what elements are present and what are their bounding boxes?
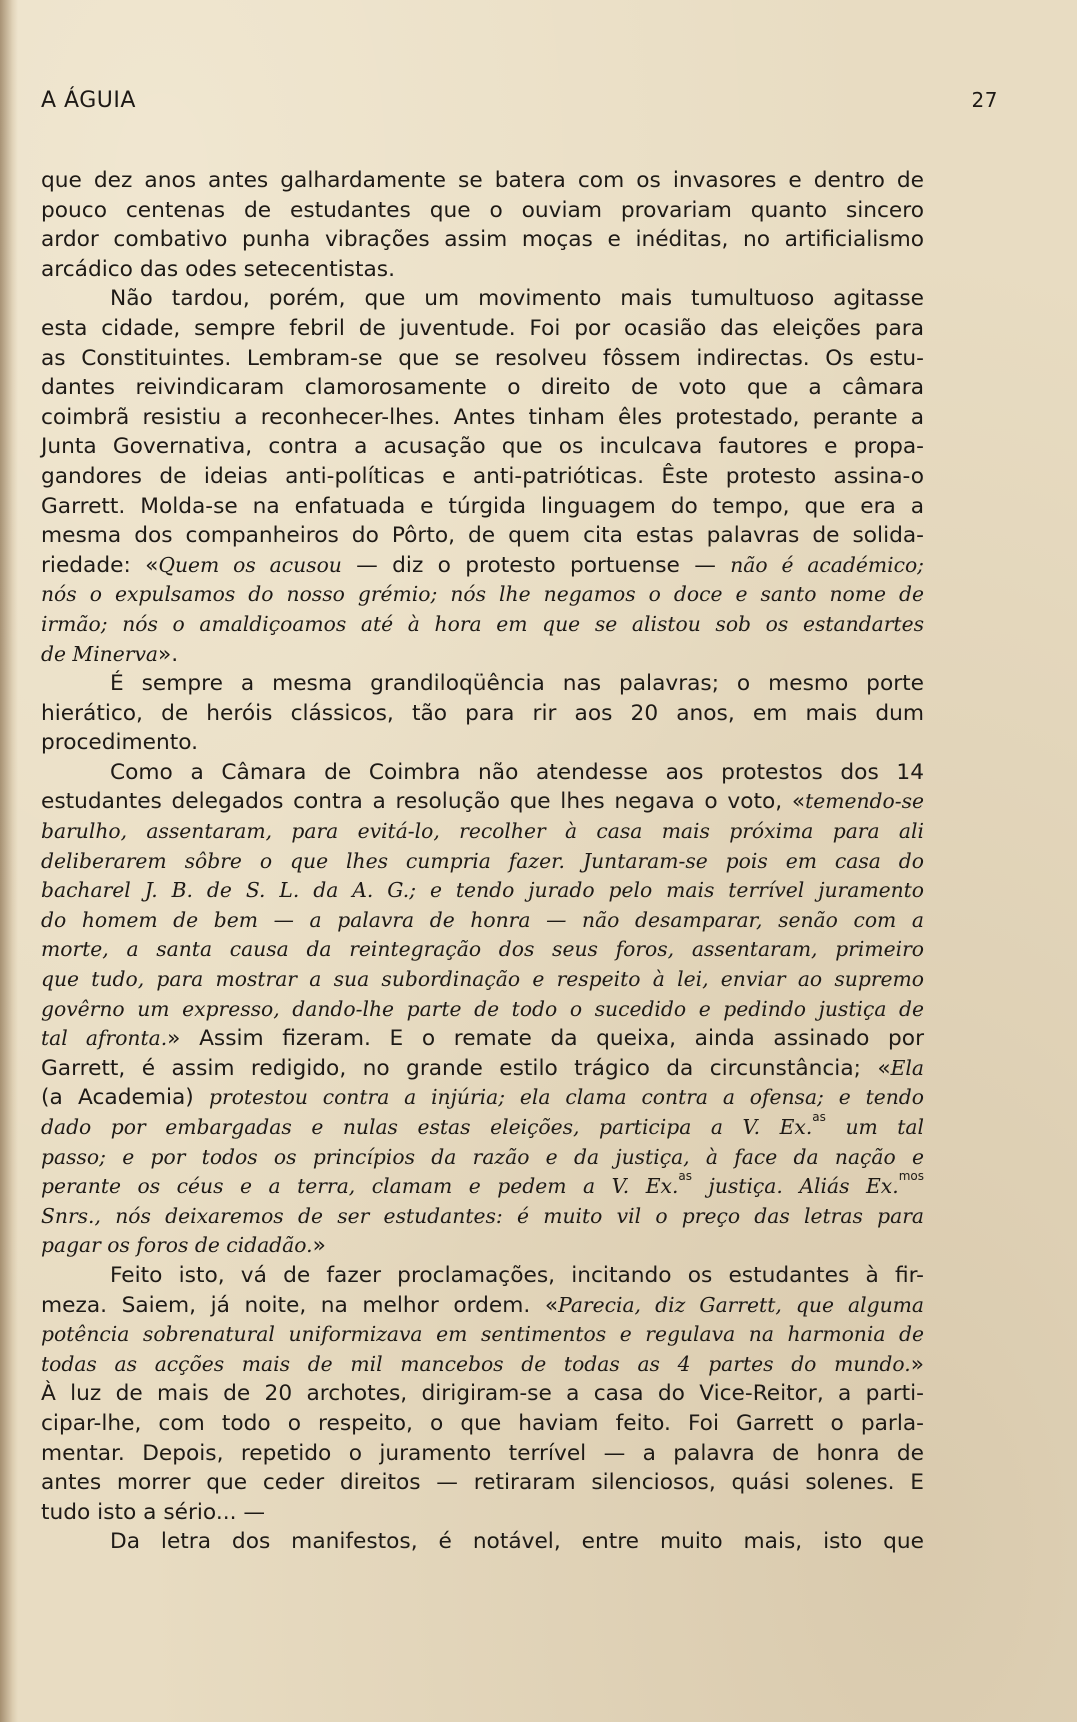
text-run: hierático, de heróis clássicos, tão para rir aos 20 anos, em mais dum xyxy=(41,700,924,726)
italic-run: passo; e por todos os princípios da razão e da justiça, à face da nação e xyxy=(41,1144,924,1169)
text-run: Feito isto, vá de fazer proclamações, incitando os estudantes à fir- xyxy=(110,1262,924,1288)
text-line xyxy=(41,1024,924,1054)
italic-run: um tal xyxy=(825,1115,924,1139)
text-line xyxy=(41,1143,924,1173)
text-line xyxy=(41,610,924,640)
italic-run: Ela xyxy=(890,1055,924,1080)
italic-run: temendo-se xyxy=(805,789,924,814)
text-line xyxy=(41,255,924,285)
text-line xyxy=(41,787,924,817)
text-run: cipar-lhe, com todo o respeito, o que haviam feito. Foi Garrett o parla- xyxy=(41,1410,924,1436)
italic-run: barulho, assentaram, para evitá-lo, recolher à casa mais próxima para ali xyxy=(41,819,924,844)
italic-run: pagar os foros de cidadão. xyxy=(41,1233,313,1258)
italic-run: govêrno um expresso, dando-lhe parte de todo o sucedido e pedindo justiça de xyxy=(41,996,924,1021)
text-line xyxy=(41,373,924,403)
italic-run: Snrs., nós deixaremos de ser estudantes: é muito vil o preço das letras para xyxy=(41,1203,924,1228)
text-line xyxy=(41,699,924,729)
text-line xyxy=(41,640,924,670)
italic-run: potência sobrenatural uniformizava em sentimentos e regulava na harmonia de xyxy=(41,1322,924,1347)
text-line xyxy=(41,1468,924,1498)
italic-run: de Minerva xyxy=(41,641,158,666)
text-run: Da letra dos manifestos, é notável, entre muito mais, isto que xyxy=(110,1529,924,1555)
text-run: » Assim fizeram. E o remate da queixa, ainda assinado por xyxy=(167,1026,924,1052)
text-line xyxy=(41,344,924,374)
text-run: riedade: « xyxy=(41,552,159,578)
text-run: Garrett. Molda-se na enfatuada e túrgida linguagem do tempo, que era a xyxy=(41,493,924,519)
text-run: Não tardou, porém, que um movimento mais tumultuoso agitasse xyxy=(110,286,924,312)
text-line xyxy=(41,432,924,462)
text-line xyxy=(41,847,924,877)
italic-run: dado por embargadas e nulas estas eleições, participa a V. Ex. xyxy=(41,1115,813,1139)
italic-run: nós o expulsamos do nosso grémio; nós lhe negamos o doce e santo nome de xyxy=(41,582,924,607)
text-line xyxy=(41,196,924,226)
text-line xyxy=(41,1169,924,1202)
text-run: Garrett, é assim redigido, no grande estilo trágico da circunstância; « xyxy=(41,1055,891,1081)
text-run: (a Academia) xyxy=(41,1085,210,1111)
text-line xyxy=(41,965,924,995)
page-spine-shadow xyxy=(0,0,18,1722)
text-line xyxy=(41,1350,924,1380)
text-run: antes morrer que ceder direitos — retiraram silenciosos, quási solenes. E xyxy=(41,1470,924,1496)
italic-run: protestou contra a injúria; ela clama contra a ofensa; e tendo xyxy=(209,1085,924,1110)
text-line xyxy=(41,1110,924,1143)
italic-run: não é académico; xyxy=(730,552,924,577)
text-run: tudo isto a sério... — xyxy=(41,1499,266,1525)
text-run: Como a Câmara de Coimbra não atendesse aos protestos dos 14 xyxy=(110,759,924,785)
text-line xyxy=(41,521,924,551)
italic-run: todas as acções mais de mil mancebos de todas as 4 partes do mundo. xyxy=(41,1351,911,1376)
text-line xyxy=(41,758,924,788)
text-run: coimbrã resistiu a reconhecer-lhes. Antes tinham êles protestado, perante a xyxy=(41,404,924,430)
text-run: ». xyxy=(158,641,179,667)
running-header xyxy=(41,88,998,116)
text-line xyxy=(41,166,924,196)
italic-run: deliberarem sôbre o que lhes cumpria fazer. Juntaram-se pois em casa do xyxy=(41,848,924,873)
text-run: estudantes delegados contra a resolução que lhes negava o voto, « xyxy=(41,789,806,815)
text-line xyxy=(41,1527,924,1557)
text-line xyxy=(41,935,924,965)
text-run: mesma dos companheiros do Pôrto, de quem cita estas palavras de solida- xyxy=(41,523,924,549)
text-line xyxy=(41,1379,924,1409)
superscript: as xyxy=(678,1169,693,1184)
text-run: Junta Governativa, contra a acusação que os inculcava fautores e propa- xyxy=(41,434,924,460)
italic-run: perante os céus e a terra, clamam e pedem a V. Ex. xyxy=(41,1174,679,1199)
text-line xyxy=(41,669,924,699)
text-run: pouco centenas de estudantes que o ouviam provariam quanto sincero xyxy=(41,197,924,223)
text-run: esta cidade, sempre febril de juventude. Foi por ocasião das eleições para xyxy=(41,315,924,341)
text-line xyxy=(41,1409,924,1439)
italic-run: do homem de bem — a palavra de honra — não desamparar, senão com a xyxy=(41,907,924,932)
text-run: as Constituintes. Lembram-se que se resolveu fôssem indirectas. Os estu- xyxy=(41,345,924,371)
text-run: É sempre a mesma grandiloqüência nas palavras; o mesmo porte xyxy=(110,671,924,697)
text-run: À luz de mais de 20 archotes, dirigiram-se a casa do Vice-Reitor, a parti- xyxy=(41,1381,924,1407)
superscript: mos xyxy=(898,1169,924,1184)
text-line xyxy=(41,995,924,1025)
text-line xyxy=(41,1261,924,1291)
italic-run: tal afronta. xyxy=(41,1026,168,1051)
text-run: que dez anos antes galhardamente se batera com os invasores e dentro de xyxy=(41,168,924,193)
italic-run: bacharel J. B. de S. L. da A. G.; e tendo jurado pelo mais terrível juramento xyxy=(41,878,924,903)
text-line xyxy=(41,1231,924,1261)
text-line xyxy=(41,1320,924,1350)
text-line xyxy=(41,403,924,433)
text-line xyxy=(41,284,924,314)
text-run: — diz o protesto portuense — xyxy=(341,552,731,578)
text-line xyxy=(41,1291,924,1321)
text-run: ardor combativo punha vibrações assim moças e inéditas, no artificialismo xyxy=(41,227,924,253)
italic-run: Parecia, diz Garrett, que alguma xyxy=(558,1292,924,1317)
text-line xyxy=(41,1439,924,1469)
text-line xyxy=(41,225,924,255)
text-line xyxy=(41,580,924,610)
italic-run: Quem os acusou xyxy=(158,552,342,577)
text-line xyxy=(41,1054,924,1084)
italic-run: justiça. Aliás Ex. xyxy=(692,1174,899,1199)
text-line xyxy=(41,1202,924,1232)
text-run: gandores de ideias anti-políticas e anti-patrióticas. Êste protesto assina-o xyxy=(41,463,924,489)
text-line xyxy=(41,314,924,344)
text-run: dantes reivindicaram clamorosamente o direito de voto que a câmara xyxy=(41,375,924,401)
text-run: mentar. Depois, repetido o juramento terrível — a palavra de honra de xyxy=(41,1440,924,1466)
text-run: » xyxy=(910,1351,924,1377)
text-line xyxy=(41,462,924,492)
italic-run: morte, a santa causa da reintegração dos seus foros, assentaram, primeiro xyxy=(41,937,924,962)
italic-run: que tudo, para mostrar a sua subordinação e respeito à lei, enviar ao supremo xyxy=(41,967,924,992)
text-line xyxy=(41,1083,924,1113)
text-line xyxy=(41,492,924,522)
text-line xyxy=(41,728,924,758)
text-line xyxy=(41,817,924,847)
text-run: arcádico das odes setecentistas. xyxy=(41,256,395,282)
text-run: » xyxy=(312,1233,326,1259)
text-run: meza. Saiem, já noite, na melhor ordem. « xyxy=(41,1292,559,1318)
page-number: 27 xyxy=(971,88,998,112)
text-line xyxy=(41,1498,924,1528)
text-line xyxy=(41,876,924,906)
italic-run: irmão; nós o amaldiçoamos até à hora em que se alistou sob os estandartes xyxy=(41,611,924,636)
text-run: procedimento. xyxy=(41,730,199,756)
text-line xyxy=(41,906,924,936)
text-line xyxy=(41,551,924,581)
body-text xyxy=(41,166,924,1557)
journal-title: A ÁGUIA xyxy=(41,88,136,113)
superscript: as xyxy=(812,1110,826,1124)
